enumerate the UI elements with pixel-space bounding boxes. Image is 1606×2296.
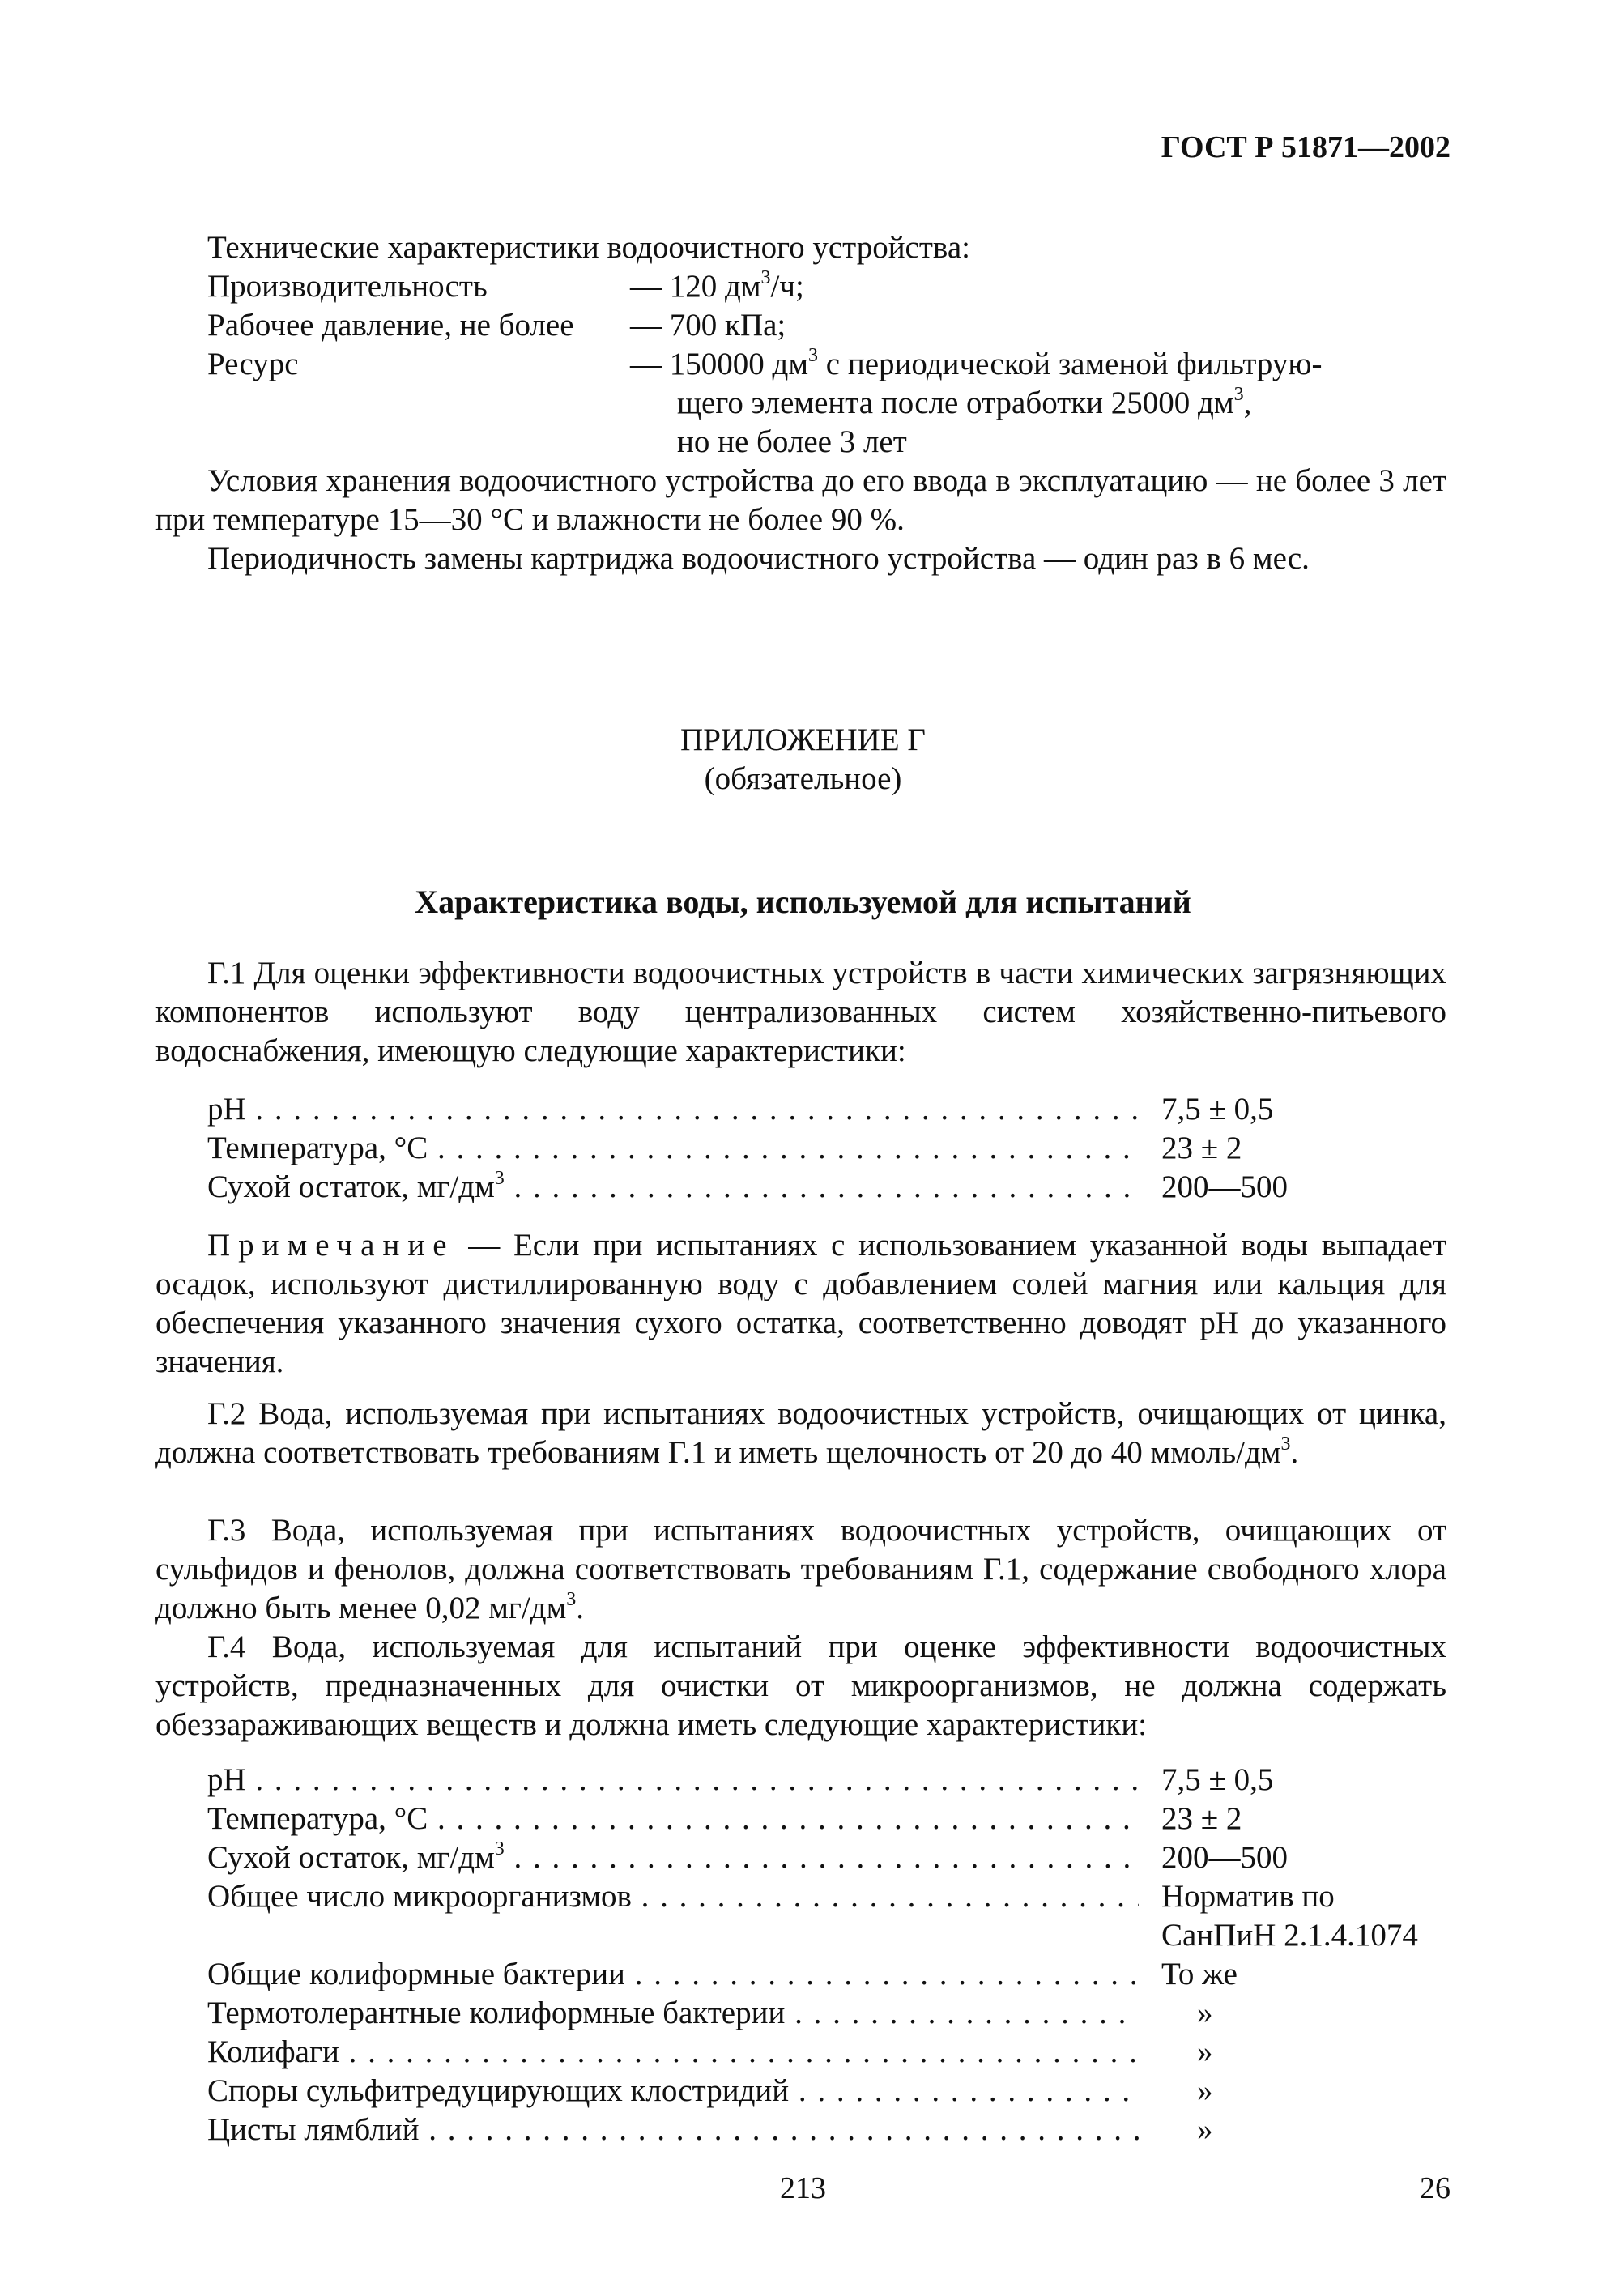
spec-label: Ресурс: [207, 347, 299, 381]
note-label: Примечание: [207, 1228, 455, 1263]
table2-row: Общие колиформные бактерии . . . То же: [207, 1955, 1446, 1994]
table1-row: Сухой остаток, $мг/дм^3$ . . . 200—500: [207, 1168, 1446, 1207]
appendix-heading: Характеристика воды, используемой для испытаний: [415, 884, 1191, 920]
specs-title: Технические характеристики водоочистного устройства:: [207, 230, 970, 265]
paragraph-g4: Г.4 Вода, используемая для испытаний при оценке эффективности водоочистных устройств, предназначенных для очистки от микроорганизмов, не должна содержать обеззараживающих веществ и должна иметь следующие характеристики:: [155, 1629, 1446, 1742]
storage-paragraph: Условия хранения водоочистного устройства до его ввода в эксплуатацию — не более 3 лет при температуре 15—30 °С и влажности не более 90 %.: [155, 463, 1446, 537]
paragraph-g1: Г.1 Для оценки эффективности водоочистных устройств в части химических загрязняющих компонентов используют воду централизованных систем хозяйственно-питьевого водоснабжения, имеющую следующие характеристики:: [155, 956, 1446, 1068]
page-number: 213: [780, 2171, 826, 2205]
document-code-header: ГОСТ Р 51871—2002: [1161, 130, 1451, 164]
spec-label: Производительность: [207, 269, 488, 304]
spec-value: — 120 $дм^3/ч$;: [630, 267, 804, 304]
spec-label: Рабочее давление, не более: [207, 308, 574, 343]
spec-value: — 150000 $дм^3$ с периодической заменой фильтрую- щего элемента после отработки 25000 $дм^3$, но не более 3 лет: [630, 345, 1323, 459]
table1-row: pH . . . 7,5 ± 0,5: [207, 1090, 1446, 1129]
replacement-paragraph: Периодичность замены картриджа водоочистного устройства — один раз в 6 мес.: [207, 541, 1310, 576]
paragraph-g2: Г.2 Вода, используемая при испытаниях водоочистных устройств, очищающих от цинка, должна соответствовать требованиям Г.1 и иметь щелочность от 20 до 40 ммоль/$дм^3$.: [155, 1396, 1446, 1470]
table2-row: Температура, °С . . . 23 ± 2: [207, 1800, 1446, 1838]
table2-row: Споры сульфитредуцирующих клостридий . . . »: [207, 2072, 1446, 2111]
appendix-title: ПРИЛОЖЕНИЕ Г: [680, 722, 926, 757]
appendix-status: (обязательное): [704, 761, 902, 796]
table2-row: Цисты лямблий . . . »: [207, 2111, 1446, 2149]
table2-row: Сухой остаток, $мг/дм^3$ . . . 200—500: [207, 1838, 1446, 1877]
spec-value: — 700 кПа;: [630, 308, 786, 343]
sheet-number: 26: [1420, 2171, 1451, 2205]
note-paragraph: Примечание — Если при испытаниях с использованием указанной воды выпадает осадок, используют дистиллированную воду с добавлением солей магния или кальция для обеспечения указанного значения сухого остатка, соответственно доводят pH до указанного значения.: [155, 1228, 1447, 1379]
table2-row: Общее число микроорганизмов . . . Норматив по: [207, 1877, 1446, 1916]
table2-row-continuation: СанПиН 2.1.4.1074: [1161, 1918, 1418, 1953]
paragraph-g3: Г.3 Вода, используемая при испытаниях водоочистных устройств, очищающих от сульфидов и фенолов, должна соответствовать требованиям Г.1, содержание свободного хлора должно быть менее 0,02 $мг/дм^3$.: [155, 1513, 1446, 1625]
table2-row: pH . . . 7,5 ± 0,5: [207, 1761, 1446, 1800]
table2-row: Термотолерантные колиформные бактерии . . . »: [207, 1994, 1446, 2033]
table1-row: Температура, °С . . . 23 ± 2: [207, 1129, 1446, 1168]
table2-row: Колифаги . . . »: [207, 2033, 1446, 2072]
